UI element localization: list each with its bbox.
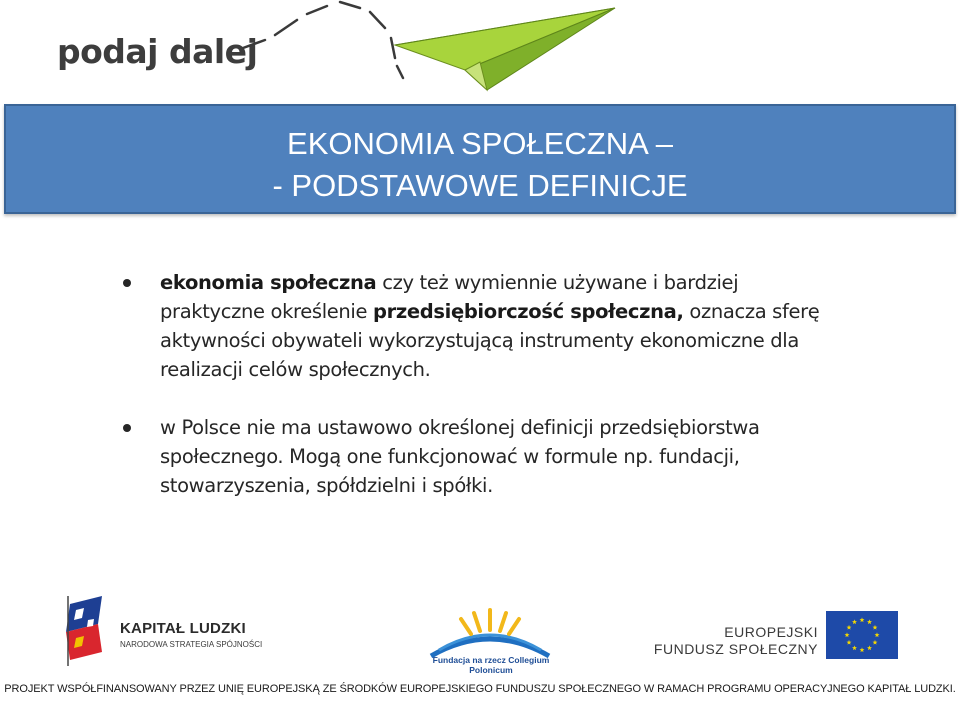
kapital-ludzki-subtitle: NARODOWA STRATEGIA SPÓJNOŚCI <box>120 640 263 649</box>
sponsor-logos <box>0 590 960 678</box>
title-banner <box>4 104 956 214</box>
list-item <box>120 268 840 384</box>
fundacja-name: Fundacja na rzecz Collegium Polonicum <box>432 655 550 675</box>
efs-line2: FUNDUSZ SPOŁECZNY <box>653 641 818 657</box>
efs-line1: EUROPEJSKI <box>724 624 818 640</box>
bullet-icon <box>123 424 131 432</box>
definition-text: w Polsce nie ma ustawowo określonej definicji przedsiębiorstwa społecznego. Mogą one funkcjonować w formule np. fundacji, stowarzyszenia, spółdzielni i spółki. <box>160 416 760 497</box>
project-cofinancing-note: PROJEKT WSPÓŁFINANSOWANY PRZEZ UNIĘ EUROPEJSKĄ ZE ŚRODKÓW EUROPEJSKIEGO FUNDUSZU SPOŁECZNEGO W RAMACH PROGRAMU OPERACYJNEGO KAPITAŁ LUDZKI. <box>4 683 956 695</box>
definition-list <box>120 268 840 500</box>
list-item <box>120 413 840 500</box>
eu-flag-icon <box>826 611 898 659</box>
kapital-ludzki-logo <box>120 620 262 649</box>
term-ekonomia-spoleczna: ekonomia społeczna <box>160 271 377 294</box>
kapital-ludzki-name: KAPITAŁ LUDZKI <box>120 620 246 637</box>
efs-logo-text <box>654 624 818 658</box>
bullet-icon <box>123 279 131 287</box>
podaj-dalej-logo: podaj dalej <box>57 32 258 71</box>
banner-title-line1: EKONOMIA SPOŁECZNA – <box>287 126 673 161</box>
definition-text-part1: czy też wymiennie używane i bardziej praktyczne określenie <box>160 271 739 323</box>
paper-plane-icon <box>235 0 625 100</box>
term-przedsiebiorczosc-spoleczna: przedsiębiorczość społeczna, <box>373 300 684 323</box>
kapital-ludzki-flag-icon <box>62 594 110 668</box>
definition-text-part2: oznacza sferę aktywności obywateli wykorzystującą instrumenty ekonomiczne dla realizacji celów społecznych. <box>160 300 820 381</box>
banner-title-line2: - PODSTAWOWE DEFINICJE <box>272 168 688 203</box>
